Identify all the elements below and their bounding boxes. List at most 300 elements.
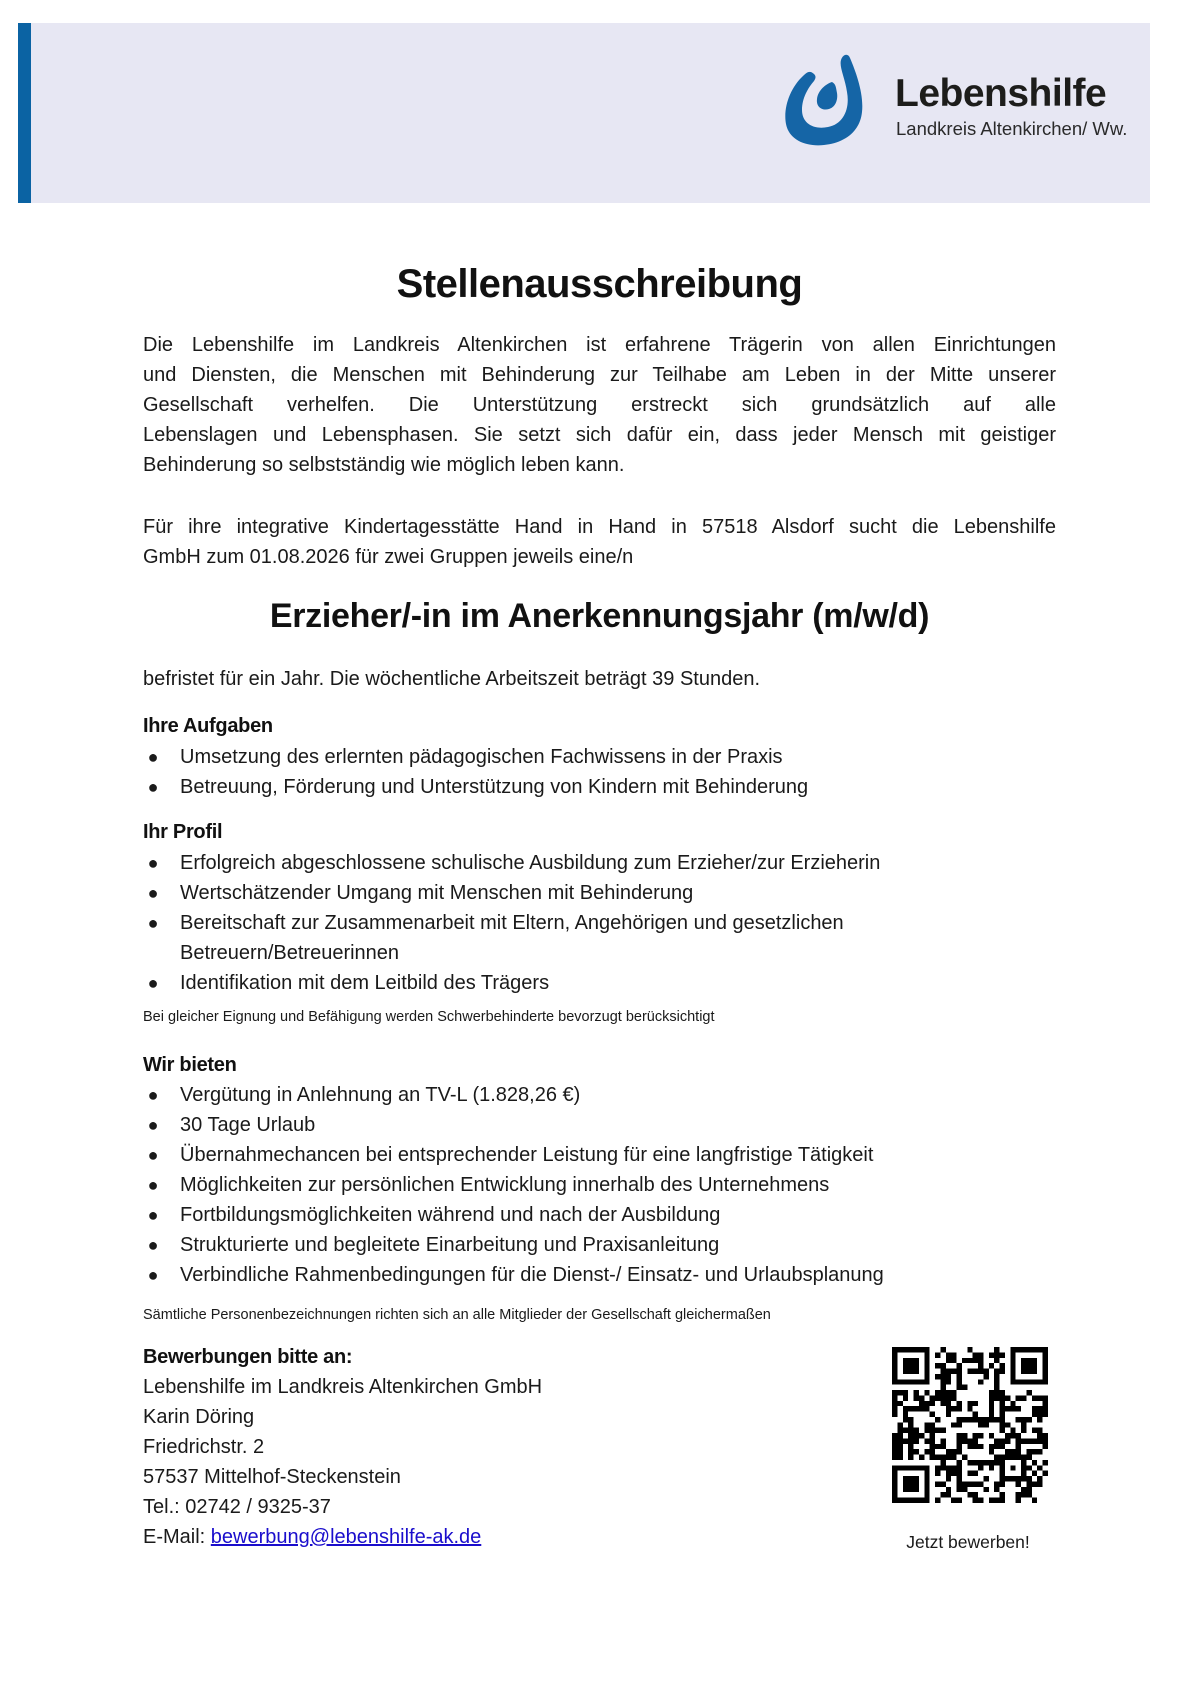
qr-module [994,1395,999,1400]
qr-module [903,1428,908,1433]
contact-organization: Lebenshilfe im Landkreis Altenkirchen GmbH [143,1376,543,1398]
search-line: GmbH zum 01.08.2026 für zwei Gruppen jeweils eine/n [143,546,634,568]
qr-module [1043,1471,1048,1476]
qr-module [919,1401,924,1406]
list-item [143,772,1056,802]
qr-module [983,1460,988,1465]
qr-module [951,1422,956,1427]
qr-module [946,1390,951,1395]
qr-module [935,1352,940,1357]
contact-street: Friedrichstr. 2 [143,1436,265,1458]
qr-module [994,1358,999,1363]
list-item [143,968,1056,998]
qr-module [957,1401,962,1406]
qr-module [908,1422,913,1427]
qr-module [892,1444,897,1449]
qr-module [930,1449,935,1454]
qr-module [897,1444,902,1449]
qr-module [924,1438,929,1443]
qr-module [983,1487,988,1492]
qr-module [924,1428,929,1433]
qr-module [957,1417,962,1422]
qr-module [957,1422,962,1427]
qr-module [924,1401,929,1406]
qr-module [957,1374,962,1379]
terms-text: befristet für ein Jahr. Die wöchentliche Arbeitszeit beträgt 39 Stunden. [143,668,761,690]
qr-module [973,1492,978,1497]
qr-module [935,1471,940,1476]
qr-module [967,1406,972,1411]
position-title: Erzieher/-in im Anerkennungsjahr (m/w/d) [269,597,930,635]
bullet-icon: ● [147,747,159,767]
qr-module [1000,1363,1005,1368]
qr-module [897,1449,902,1454]
qr-module [1005,1422,1010,1427]
list-item-text: Möglichkeiten zur persönlichen Entwicklung innerhalb des Unternehmens [180,1174,830,1196]
qr-module [897,1401,902,1406]
qr-module [1016,1395,1021,1400]
list-item-text: Umsetzung des erlernten pädagogischen Fachwissens in der Praxis [180,746,783,768]
qr-module [914,1406,919,1411]
qr-module [983,1476,988,1481]
qr-module [1043,1401,1048,1406]
qr-module [1037,1395,1042,1400]
qr-module [924,1422,929,1427]
qr-module [1026,1476,1031,1481]
bullet-icon: ● [147,777,159,797]
qr-module [994,1444,999,1449]
bullet-icon: ● [147,883,159,903]
qr-module [967,1358,972,1363]
qr-module [940,1465,945,1470]
qr-module [1000,1406,1005,1411]
search-line: Für ihre integrative Kindertagesstätte Hand in Hand in 57518 Alsdorf sucht die Lebenshilfe [143,516,1056,538]
qr-module [908,1444,913,1449]
qr-module [946,1352,951,1357]
list-item-text: Vergütung in Anlehnung an TV-L (1.828,26 €) [180,1084,581,1106]
qr-module [1000,1428,1005,1433]
qr-module [1016,1438,1021,1443]
qr-module [973,1352,978,1357]
qr-module [994,1374,999,1379]
qr-module [1021,1395,1026,1400]
qr-module [951,1471,956,1476]
qr-module [989,1412,994,1417]
qr-module [924,1406,929,1411]
qr-module [957,1385,962,1390]
qr-module [957,1433,962,1438]
bullet-icon: ● [147,1175,159,1195]
qr-module [957,1444,962,1449]
qr-module [978,1465,983,1470]
qr-module [940,1369,945,1374]
list-item [143,908,1056,938]
qr-module [1026,1487,1031,1492]
qr-module [962,1438,967,1443]
qr-module [919,1395,924,1400]
qr-module [1000,1492,1005,1497]
qr-module [994,1385,999,1390]
qr-module [957,1379,962,1384]
qr-module [940,1347,945,1352]
qr-module [973,1369,978,1374]
qr-module [930,1428,935,1433]
qr-module [957,1438,962,1443]
qr-module [957,1476,962,1481]
qr-module [930,1412,935,1417]
qr-module [962,1481,967,1486]
qr-module [946,1487,951,1492]
qr-module [973,1460,978,1465]
qr-module [908,1438,913,1443]
list-item [143,1110,1056,1140]
qr-module [1021,1438,1026,1443]
qr-module [1005,1449,1010,1454]
qr-module [978,1379,983,1384]
tasks-heading: Ihre Aufgaben [143,715,273,737]
qr-module [892,1433,897,1438]
qr-module [1021,1422,1026,1427]
qr-module [1000,1444,1005,1449]
qr-module [946,1379,951,1384]
qr-module [962,1358,967,1363]
qr-module [1037,1417,1042,1422]
qr-module [946,1374,951,1379]
qr-module [967,1417,972,1422]
qr-module [903,1406,908,1411]
qr-module [935,1390,940,1395]
qr-module [1000,1352,1005,1357]
qr-module [994,1460,999,1465]
qr-module [1032,1471,1037,1476]
qr-module [973,1358,978,1363]
qr-caption: Jetzt bewerben! [906,1532,1030,1552]
qr-module [908,1455,913,1460]
qr-module [908,1433,913,1438]
qr-module [973,1444,978,1449]
qr-module [967,1369,972,1374]
qr-module [1000,1401,1005,1406]
bullet-icon: ● [147,1265,159,1285]
qr-module [967,1460,972,1465]
qr-module [940,1379,945,1384]
bullet-icon: ● [147,1085,159,1105]
qr-module [946,1492,951,1497]
qr-module [1026,1481,1031,1486]
qr-module [994,1369,999,1374]
qr-module [1043,1412,1048,1417]
bullet-icon: ● [147,973,159,993]
qr-finder-core [1021,1358,1037,1374]
qr-module [1000,1422,1005,1427]
qr-module [983,1422,988,1427]
qr-module [973,1417,978,1422]
qr-code-icon[interactable] [892,1347,1048,1503]
equal-opportunity-note: Bei gleicher Eignung und Befähigung werden Schwerbehinderte bevorzugt berücksichtigt [143,1009,715,1025]
qr-module [983,1374,988,1379]
qr-module [994,1379,999,1384]
list-item [143,1170,1056,1200]
qr-module [914,1428,919,1433]
intro-line: Gesellschaft verhelfen. Die Unterstützung erstreckt sich grundsätzlich auf alle [143,394,1056,416]
qr-module [962,1385,967,1390]
qr-module [897,1390,902,1395]
qr-module [989,1417,994,1422]
qr-module [973,1481,978,1486]
qr-module [951,1498,956,1503]
qr-module [914,1449,919,1454]
qr-module [1000,1498,1005,1503]
qr-module [994,1390,999,1395]
qr-module [1005,1433,1010,1438]
qr-module [897,1422,902,1427]
qr-module [892,1455,897,1460]
qr-module [1037,1465,1042,1470]
qr-module [989,1465,994,1470]
list-item [143,878,1056,908]
qr-module [951,1455,956,1460]
bullet-icon: ● [147,1115,159,1135]
bullet-icon: ● [147,1205,159,1225]
qr-module [914,1438,919,1443]
profile-heading: Ihr Profil [143,821,223,843]
logo-name: Lebenshilfe [895,72,1107,115]
qr-module [940,1438,945,1443]
gender-note: Sämtliche Personenbezeichnungen richten sich an alle Mitglieder der Gesellschaft gleichermaßen [143,1307,771,1323]
page-title: Stellenausschreibung [396,262,803,306]
qr-module [940,1481,945,1486]
qr-module [983,1417,988,1422]
qr-module [1000,1390,1005,1395]
qr-module [951,1369,956,1374]
qr-module [1016,1406,1021,1411]
qr-module [994,1498,999,1503]
qr-module [1032,1412,1037,1417]
qr-module [1016,1417,1021,1422]
qr-module [892,1395,897,1400]
qr-module [946,1412,951,1417]
qr-module [1010,1401,1015,1406]
qr-module [957,1465,962,1470]
qr-module [930,1433,935,1438]
qr-module [951,1390,956,1395]
qr-module [892,1438,897,1443]
qr-module [957,1487,962,1492]
qr-module [892,1406,897,1411]
qr-module [1016,1481,1021,1486]
qr-module [946,1449,951,1454]
qr-module [908,1417,913,1422]
qr-module [935,1465,940,1470]
qr-module [908,1449,913,1454]
qr-module [946,1465,951,1470]
bullet-icon: ● [147,1235,159,1255]
qr-module [935,1428,940,1433]
qr-module [1010,1406,1015,1411]
qr-module [989,1449,994,1454]
logo-subtitle: Landkreis Altenkirchen/ Ww. [896,118,1128,139]
qr-module [951,1465,956,1470]
qr-module [989,1498,994,1503]
contact-person: Karin Döring [143,1406,255,1428]
qr-alignment-core [1010,1465,1015,1470]
qr-module [940,1363,945,1368]
qr-module [962,1433,967,1438]
qr-module [1021,1492,1026,1497]
qr-module [1021,1428,1026,1433]
qr-module [903,1412,908,1417]
qr-module [1000,1412,1005,1417]
qr-module [1005,1406,1010,1411]
qr-module [967,1438,972,1443]
qr-module [1037,1449,1042,1454]
qr-module [978,1352,983,1357]
intro-line: Lebenslagen und Lebensphasen. Sie setzt sich dafür ein, dass jeder Mensch mit geistiger [143,424,1056,446]
qr-module [973,1433,978,1438]
qr-module [994,1455,999,1460]
qr-module [940,1460,945,1465]
qr-module [957,1498,962,1503]
qr-module [967,1347,972,1352]
contact-email-row [143,1522,843,1552]
qr-module [951,1406,956,1411]
qr-module [1005,1395,1010,1400]
qr-module [1016,1498,1021,1503]
qr-module [967,1481,972,1486]
qr-finder-core [903,1358,919,1374]
qr-module [994,1487,999,1492]
qr-module [989,1406,994,1411]
qr-module [903,1417,908,1422]
qr-module [940,1428,945,1433]
qr-module [1043,1406,1048,1411]
lebenshilfe-logo-icon [780,52,868,148]
qr-module [935,1444,940,1449]
qr-module [946,1471,951,1476]
email-label: E-Mail: [143,1526,211,1548]
qr-module [973,1438,978,1443]
qr-module [940,1395,945,1400]
qr-module [1005,1438,1010,1443]
qr-module [1010,1433,1015,1438]
qr-module [919,1406,924,1411]
qr-module [989,1363,994,1368]
qr-module [946,1369,951,1374]
qr-module [1026,1455,1031,1460]
qr-module [957,1369,962,1374]
qr-module [946,1401,951,1406]
qr-module [967,1444,972,1449]
offer-heading: Wir bieten [143,1054,237,1076]
intro-line: und Diensten, die Menschen mit Behinderung zur Teilhabe am Leben in der Mitte unserer [143,364,1056,386]
qr-module [1026,1390,1031,1395]
bullet-icon: ● [147,913,159,933]
header-banner [18,23,1150,203]
qr-module [1026,1449,1031,1454]
list-item-text: Verbindliche Rahmenbedingungen für die Dienst-/ Einsatz- und Urlaubsplanung [180,1264,884,1286]
accent-bar [18,23,31,203]
qr-module [962,1417,967,1422]
qr-module [1000,1395,1005,1400]
qr-module [1032,1449,1037,1454]
qr-module [1037,1438,1042,1443]
qr-module [1043,1395,1048,1400]
qr-module [1016,1492,1021,1497]
qr-module [1026,1492,1031,1497]
list-item-text: Übernahmechancen bei entsprechender Leistung für eine langfristige Tätigkeit [180,1144,874,1166]
qr-module [957,1406,962,1411]
qr-module [919,1433,924,1438]
list-item-text: Betreuung, Förderung und Unterstützung von Kindern mit Behinderung [180,776,809,798]
qr-module [897,1455,902,1460]
qr-module [903,1395,908,1400]
qr-module [1032,1438,1037,1443]
qr-module [978,1481,983,1486]
qr-module [951,1449,956,1454]
list-item [143,742,1056,772]
qr-module [946,1395,951,1400]
qr-module [967,1471,972,1476]
qr-module [973,1401,978,1406]
qr-module [1032,1428,1037,1433]
qr-module [903,1390,908,1395]
qr-module [940,1385,945,1390]
qr-module [951,1352,956,1357]
list-item-text: Fortbildungsmöglichkeiten während und nach der Ausbildung [180,1204,721,1226]
qr-module [892,1401,897,1406]
qr-module [930,1438,935,1443]
qr-module [1021,1417,1026,1422]
qr-module [983,1369,988,1374]
qr-module [1000,1417,1005,1422]
qr-module [914,1390,919,1395]
qr-module [989,1352,994,1357]
qr-module [919,1455,924,1460]
qr-module [903,1438,908,1443]
qr-module [994,1417,999,1422]
qr-module [1026,1465,1031,1470]
qr-module [924,1390,929,1395]
qr-module [924,1449,929,1454]
qr-module [989,1444,994,1449]
qr-module [957,1449,962,1454]
qr-module [1037,1476,1042,1481]
qr-module [978,1417,983,1422]
list-item-text: 30 Tage Urlaub [180,1114,316,1136]
list-item [143,1140,1056,1170]
qr-module [962,1487,967,1492]
qr-module [908,1428,913,1433]
qr-module [973,1412,978,1417]
qr-module [973,1498,978,1503]
qr-module [994,1481,999,1486]
intro-line: Die Lebenshilfe im Landkreis Altenkirchen ist erfahrene Trägerin von allen Einrichtungen [143,334,1056,356]
qr-module [989,1390,994,1395]
qr-module [973,1471,978,1476]
qr-module [957,1481,962,1486]
qr-module [940,1401,945,1406]
qr-module [1043,1438,1048,1443]
qr-module [1000,1438,1005,1443]
qr-module [1016,1433,1021,1438]
qr-module [1032,1498,1037,1503]
bullet-icon: ● [147,1145,159,1165]
list-item-text: Wertschätzender Umgang mit Menschen mit Behinderung [180,882,694,904]
qr-module [935,1417,940,1422]
email-link[interactable]: bewerbung@lebenshilfe-ak.de [210,1526,482,1548]
list-item-text: Betreuern/Betreuerinnen [180,942,400,964]
qr-module [978,1358,983,1363]
